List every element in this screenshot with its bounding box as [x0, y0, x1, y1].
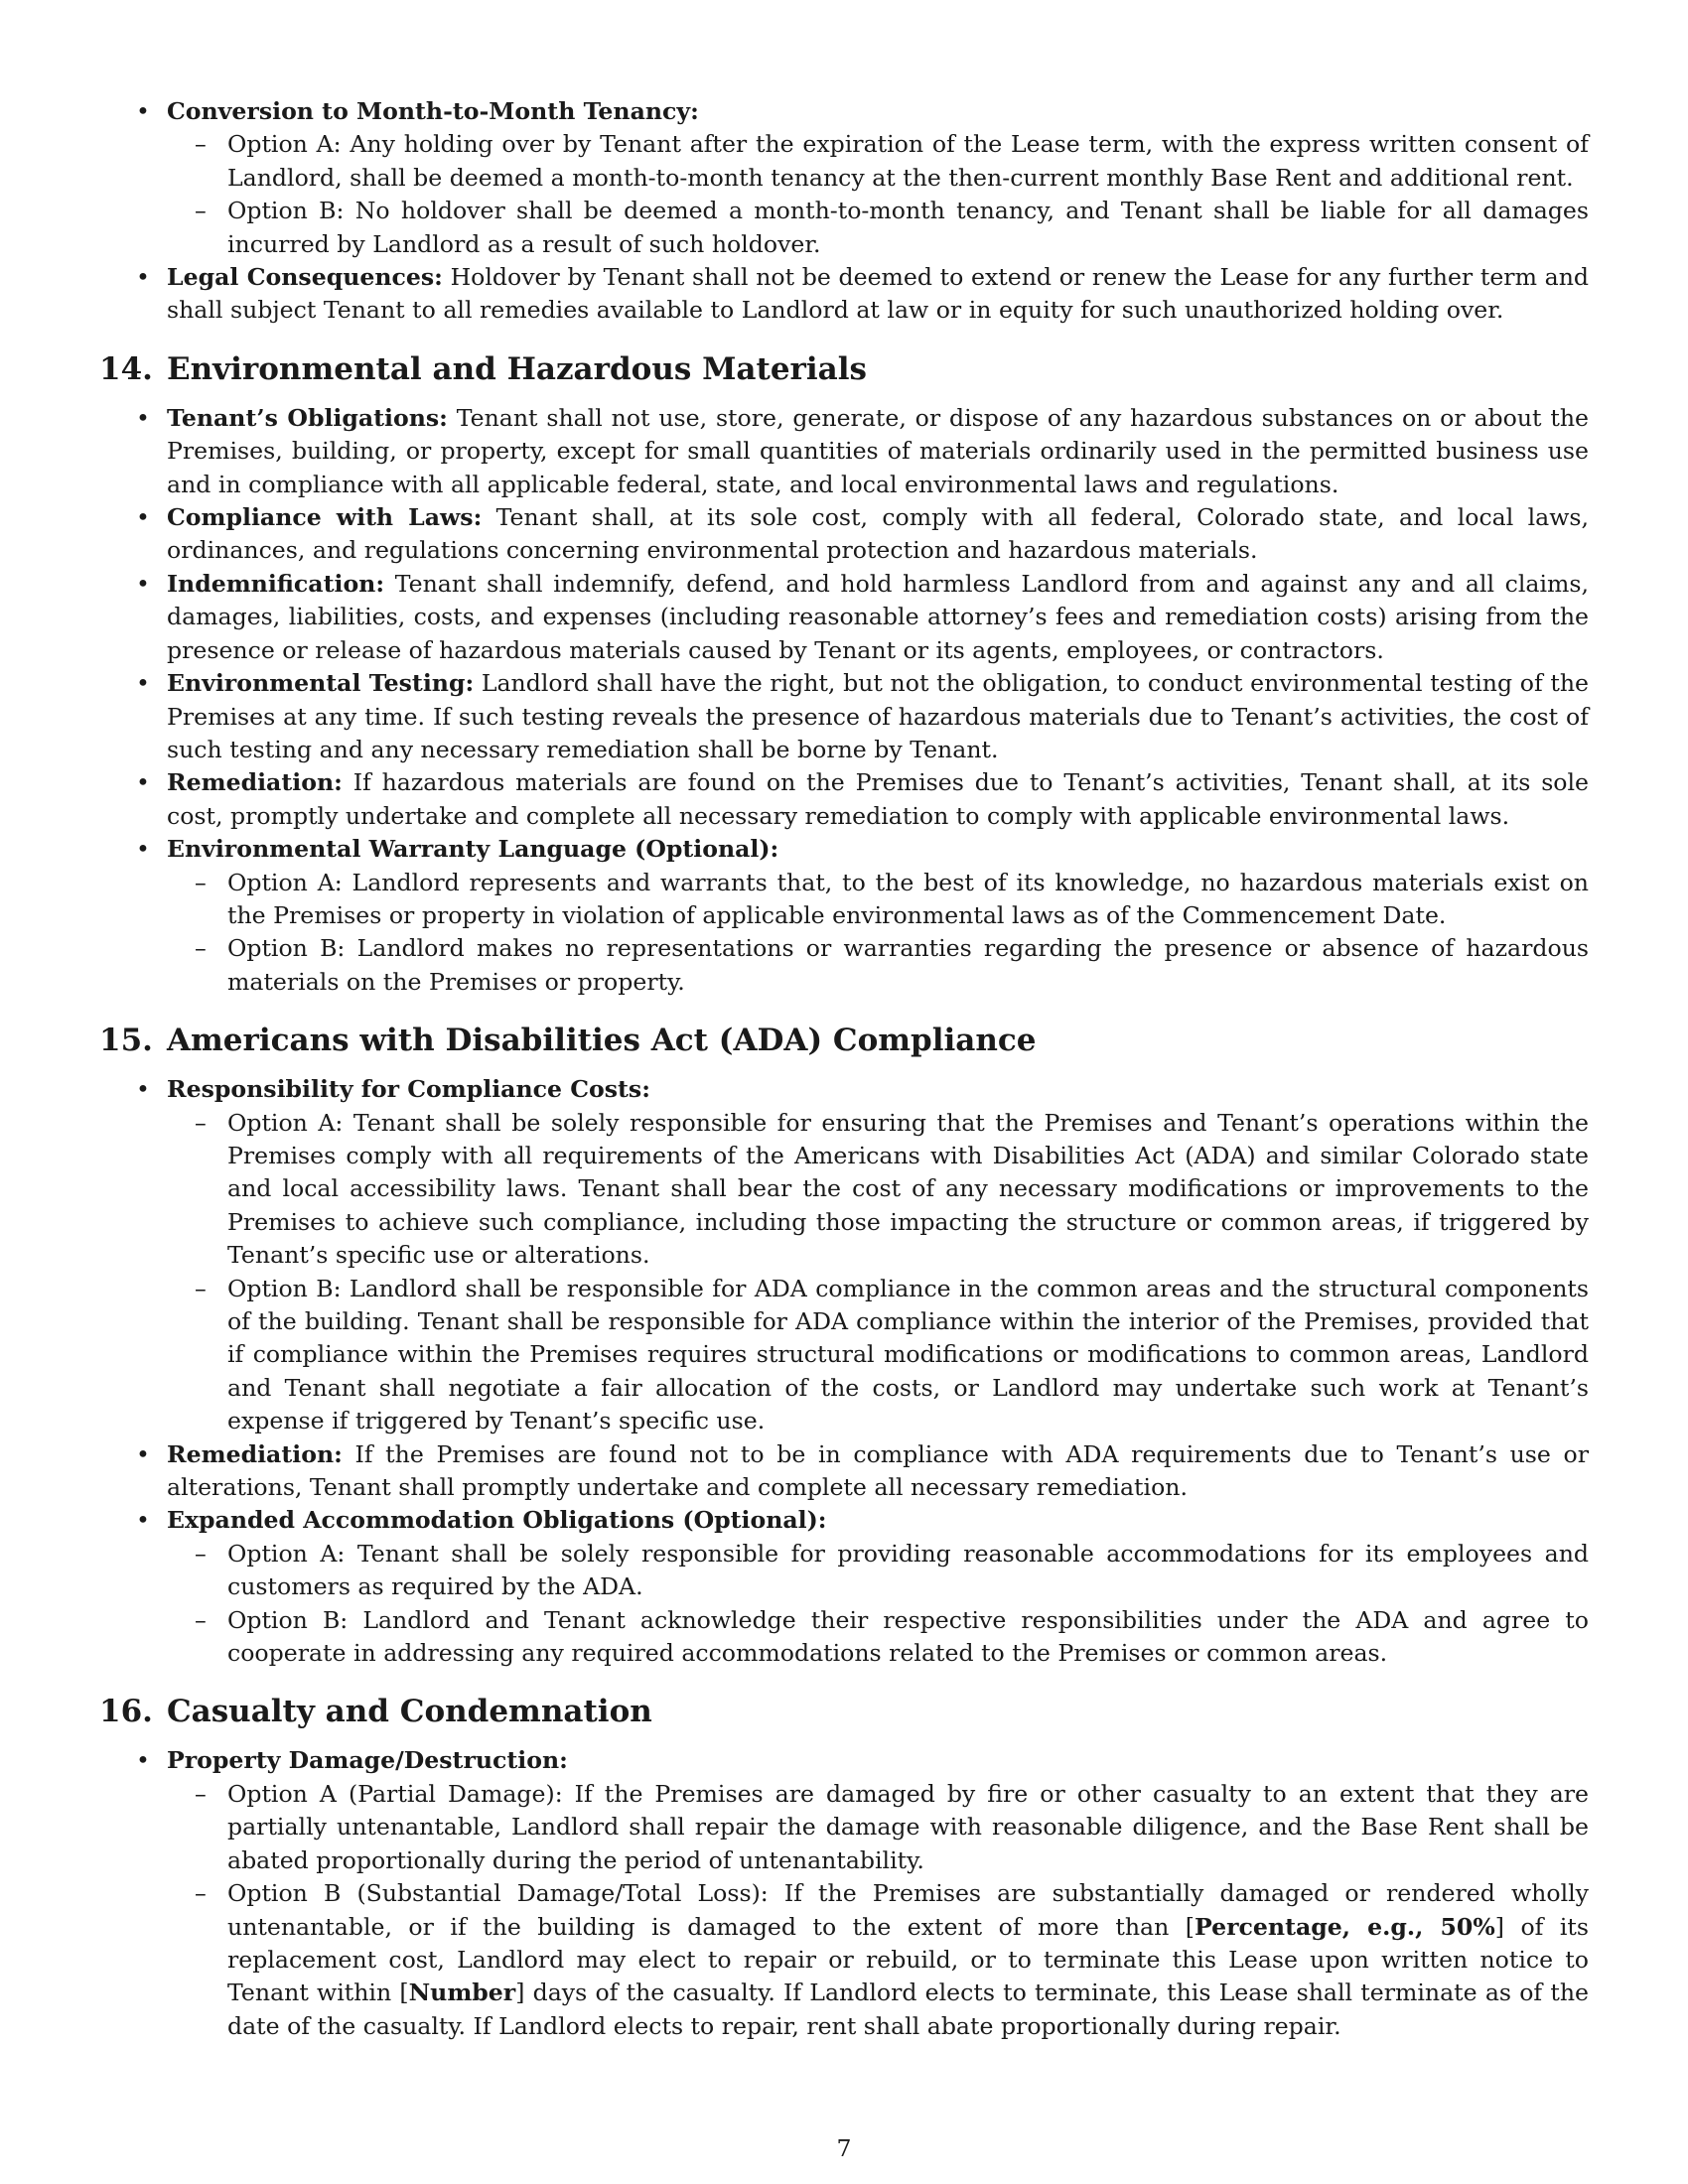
item-text: If hazardous materials are found on the Premises due to Tenant’s activities, Tenant shall, at its sole cost, promptly undertake and complete all necessary remediation to comply with applicable environmental laws.	[167, 768, 1590, 830]
section-title: Americans with Disabilities Act (ADA) Compliance	[166, 1023, 1037, 1059]
item-text: If the Premises are found not to be in compliance with ADA requirements due to Tenant’s use or alterations, Tenant shall promptly undertake and complete all necessary remediation.	[167, 1439, 1589, 1502]
section-15-list	[99, 1073, 1589, 1670]
section-heading-16	[99, 1692, 1589, 1731]
blank-placeholder: Percentage, e.g., 50%	[1194, 1912, 1495, 1941]
item-lead: Compliance with Laws:	[167, 503, 483, 532]
option-item: – Option B: Landlord shall be responsible for ADA compliance in the common areas and the structural components of the building. Tenant shall be responsible for ADA compliance within the interior of the Premises, provided that if compliance within the Premises requires structural modifications or modifications to common areas, Landlord and Tenant shall negotiate a fair allocation of the costs, or Landlord may undertake such work at Tenant’s expense if triggered by Tenant’s specific use.	[167, 1273, 1589, 1438]
page-number: 7	[836, 2134, 852, 2162]
option-item	[167, 1877, 1589, 2043]
blank-placeholder: Number	[408, 1979, 516, 2007]
option-item: – Option B: Landlord makes no representations or warranties regarding the presence or absence of hazardous materials on the Premises or property.	[167, 932, 1589, 999]
list-item	[99, 1073, 1589, 1437]
list-item	[99, 1504, 1589, 1670]
holdover-list	[99, 95, 1589, 328]
document-body	[99, 95, 1589, 2043]
item-lead: Indemnification:	[167, 569, 385, 598]
item-lead: Conversion to Month-to-Month Tenancy:	[167, 97, 699, 125]
list-item	[99, 1438, 1589, 1505]
item-lead: Legal Consequences:	[167, 263, 443, 292]
list-item	[99, 1744, 1589, 2043]
item-text: Tenant shall, at its sole cost, comply with all federal, Colorado state, and local laws, ordinances, and regulations concerning environmental protection and hazardous materials.	[167, 503, 1590, 565]
option-list	[167, 867, 1589, 1000]
item-lead: Responsibility for Compliance Costs:	[167, 1075, 650, 1104]
list-item	[99, 501, 1589, 568]
option-item: – Option B: Landlord and Tenant acknowledge their respective responsibilities under the ADA and agree to cooperate in addressing any required accommodations related to the Premises or common areas.	[167, 1604, 1589, 1671]
section-16-list	[99, 1744, 1589, 2043]
item-lead: Property Damage/Destruction:	[167, 1746, 568, 1775]
section-heading-14	[99, 349, 1589, 389]
option-item: – Option B: No holdover shall be deemed a month-to-month tenancy, and Tenant shall be liable for all damages incurred by Landlord as a result of such holdover.	[167, 195, 1589, 261]
list-item	[99, 833, 1589, 999]
section-title: Environmental and Hazardous Materials	[166, 350, 867, 387]
section-heading-15	[99, 1021, 1589, 1060]
item-text: Holdover by Tenant shall not be deemed to extend or renew the Lease for any further term and shall subject Tenant to all remedies available to Landlord at law or in equity for such unauthorized holding over.	[167, 263, 1589, 325]
option-item: – Option A: Tenant shall be solely responsible for ensuring that the Premises and Tenant’s operations within the Premises comply with all requirements of the Americans with Disabilities Act (ADA) and similar Colorado state and local accessibility laws. Tenant shall bear the cost of any necessary modifications or improvements to the Premises to achieve such compliance, including those impacting the structure or common areas, if triggered by Tenant’s specific use or alterations.	[167, 1107, 1589, 1273]
section-number: 14.	[99, 350, 153, 387]
list-item	[99, 766, 1589, 833]
option-text: Option B (Substantial Damage/Total Loss): If the Premises are substantially damaged or rendered wholly untenantable, or if the building is damaged to the extent of more than [	[227, 1879, 1589, 1941]
option-item: – Option A: Landlord represents and warrants that, to the best of its knowledge, no hazardous materials exist on the Premises or property in violation of applicable environmental laws as of the Commencement Date.	[167, 867, 1589, 933]
section-number: 16.	[99, 1694, 153, 1730]
item-text: Landlord shall have the right, but not the obligation, to conduct environmental testing of the Premises at any time. If such testing reveals the presence of hazardous materials due to Tenant’s activities, the cost of such testing and any necessary remediation shall be borne by Tenant.	[167, 669, 1589, 763]
item-text: Tenant shall indemnify, defend, and hold harmless Landlord from and against any and all claims, damages, liabilities, costs, and expenses (including reasonable attorney’s fees and remediation costs) arising from the presence or release of hazardous materials caused by Tenant or its agents, employees, or contractors.	[167, 569, 1590, 664]
option-list	[167, 1538, 1589, 1671]
option-list	[167, 1778, 1589, 2043]
option-text: ] of its replacement cost, Landlord may elect to repair or rebuild, or to terminate this Lease upon written notice to Tenant within [	[227, 1912, 1590, 2007]
item-lead: Remediation:	[167, 768, 343, 797]
section-14-list	[99, 402, 1589, 999]
option-list	[167, 1107, 1589, 1438]
item-lead: Expanded Accommodation Obligations (Optional):	[167, 1506, 827, 1535]
list-item	[99, 95, 1589, 261]
section-title: Casualty and Condemnation	[166, 1694, 652, 1730]
option-list	[167, 128, 1589, 261]
list-item	[99, 667, 1589, 766]
item-lead: Environmental Testing:	[167, 669, 475, 698]
item-lead: Environmental Warranty Language (Optional):	[167, 835, 779, 864]
option-item: – Option A (Partial Damage): If the Premises are damaged by fire or other casualty to an extent that they are partially untenantable, Landlord shall repair the damage with reasonable diligence, and the Base Rent shall be abated proportionally during the period of untenantability.	[167, 1778, 1589, 1877]
list-item	[99, 261, 1589, 328]
option-item: – Option A: Tenant shall be solely responsible for providing reasonable accommodations for its employees and customers as required by the ADA.	[167, 1538, 1589, 1604]
list-item	[99, 568, 1589, 667]
list-item	[99, 402, 1589, 501]
option-item: – Option A: Any holding over by Tenant after the expiration of the Lease term, with the express written consent of Landlord, shall be deemed a month-to-month tenancy at the then-current monthly Base Rent and additional rent.	[167, 128, 1589, 195]
section-number: 15.	[99, 1023, 153, 1059]
item-text: Tenant shall not use, store, generate, or dispose of any hazardous substances on or about the Premises, building, or property, except for small quantities of materials ordinarily used in the permitted business use and in compliance with all applicable federal, state, and local environmental laws and regulations.	[167, 403, 1589, 498]
item-lead: Remediation:	[167, 1439, 343, 1468]
item-lead: Tenant’s Obligations:	[167, 403, 448, 432]
option-text: ] days of the casualty. If Landlord elects to terminate, this Lease shall terminate as of the date of the casualty. If Landlord elects to repair, rent shall abate proportionally during repair.	[227, 1979, 1590, 2040]
